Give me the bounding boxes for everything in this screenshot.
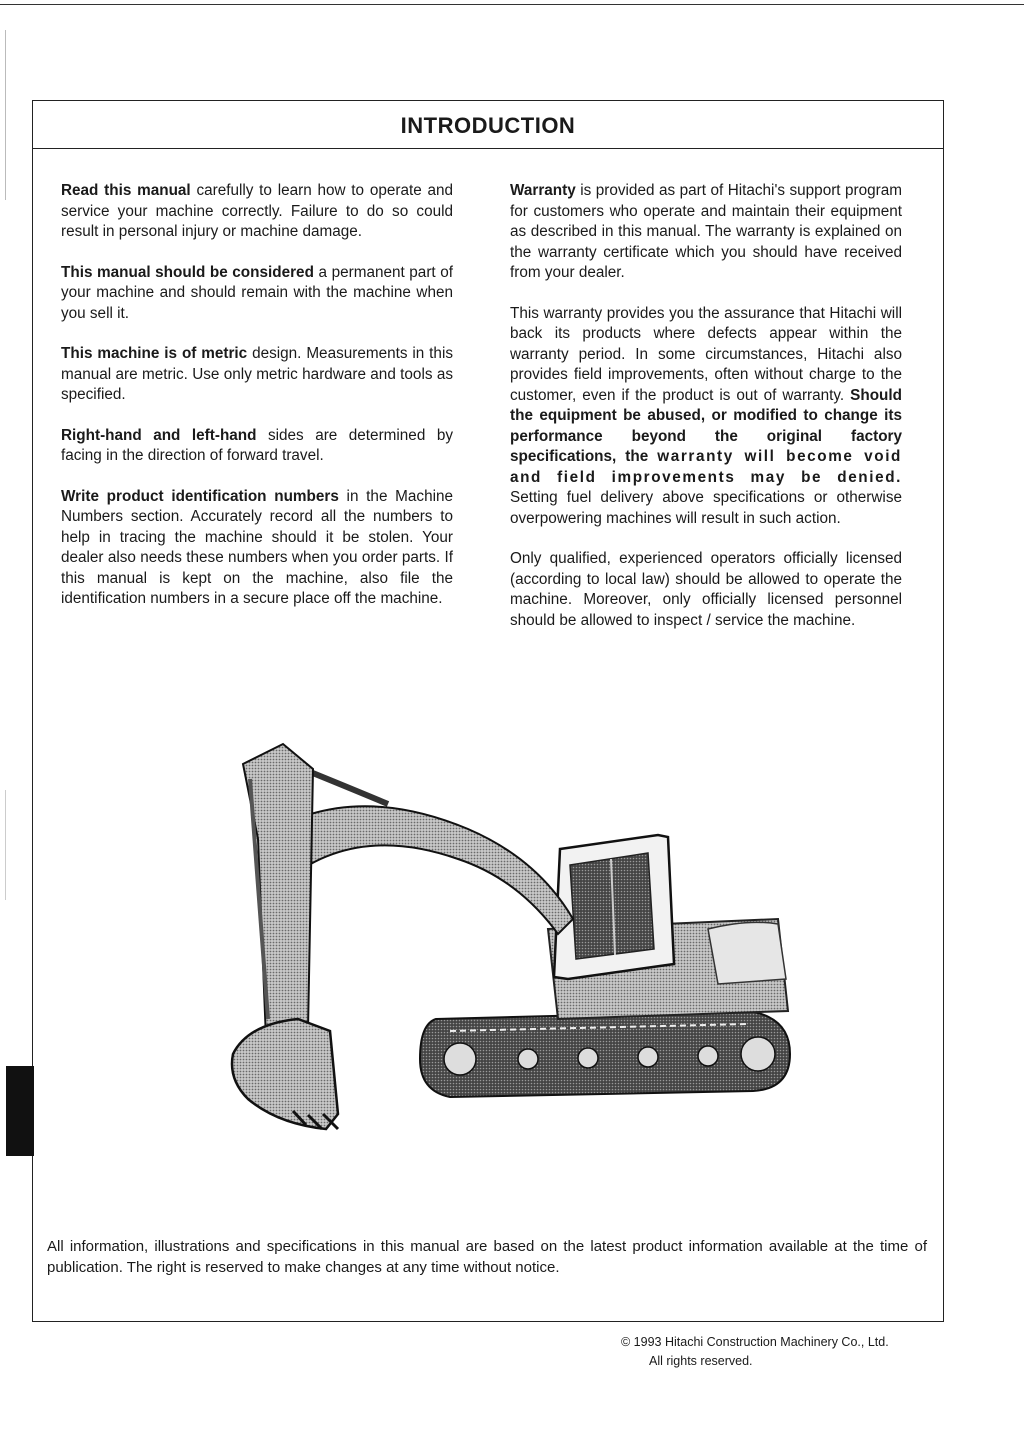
excavator-illustration [188, 719, 808, 1189]
header-band [33, 101, 943, 149]
top-rule [0, 4, 1024, 5]
right-column [510, 181, 902, 651]
paragraph-read-manual: Read this manual carefully to learn how to operate and service your machine correctly. Failure to do so could result in personal injury or machine damage. [61, 182, 453, 240]
bucket [232, 1019, 338, 1129]
paragraph-metric-design: This machine is of metric design. Measurements in this manual are metric. Use only metric hardware and tools as specified. [61, 345, 453, 403]
disclaimer-note: All information, illustrations and specifications in this manual are based on the latest product information available at the time of publication. The right is reserved to make changes at any time without notice. [47, 1238, 927, 1276]
paragraph-permanent-part: This manual should be considered a permanent part of your machine and should remain with the machine when you sell it. [61, 263, 453, 322]
margin-rule-lower [5, 790, 6, 900]
paragraph-warranty: Warranty is provided as part of Hitachi's support program for customers who operate and maintain their equipment as described in this manual. The warranty is explained on the warranty certificate which you should have received from your dealer. [510, 182, 902, 281]
left-column [61, 181, 453, 630]
paragraph-qualified-operators: Only qualified, experienced operators officially licensed (according to local law) should be allowed to operate the machine. Moreover, only officially licensed personnel should be allowed to inspect / service the machine. [510, 550, 902, 629]
paragraph-sides: Right-hand and left-hand sides are determined by facing in the direction of forward travel. [61, 426, 453, 464]
copyright-notice: © 1993 Hitachi Construction Machinery Co., Ltd. All rights reserved. [621, 1335, 889, 1368]
paragraph-identification-numbers: Write product identification numbers in the Machine Numbers section. Accurately record all the numbers to help in tracing the machine should it be stolen. Your dealer also needs these numbers when you order parts. If this manual is kept on the machine, also file the identification numbers in a secure place off the machine. [61, 487, 453, 607]
paragraph-warranty-assurance: This warranty provides you the assurance that Hitachi will back its products where defects appear within the warranty period. In some circumstances, Hitachi also provides field improvements, often without charge to the customer, even if the product is out of warranty. Should the equipment be abused, or modified to change its performance beyond the original factory specifications, the warranty will become void and field improvements may be denied. Setting fuel delivery above specifications or otherwise overpowering machines will result in such action. [510, 304, 903, 527]
page-title: INTRODUCTION [400, 112, 576, 138]
margin-rule [5, 30, 6, 200]
section-thumb-tab [6, 1066, 34, 1156]
arm [243, 744, 313, 1044]
page-frame [32, 100, 944, 1322]
